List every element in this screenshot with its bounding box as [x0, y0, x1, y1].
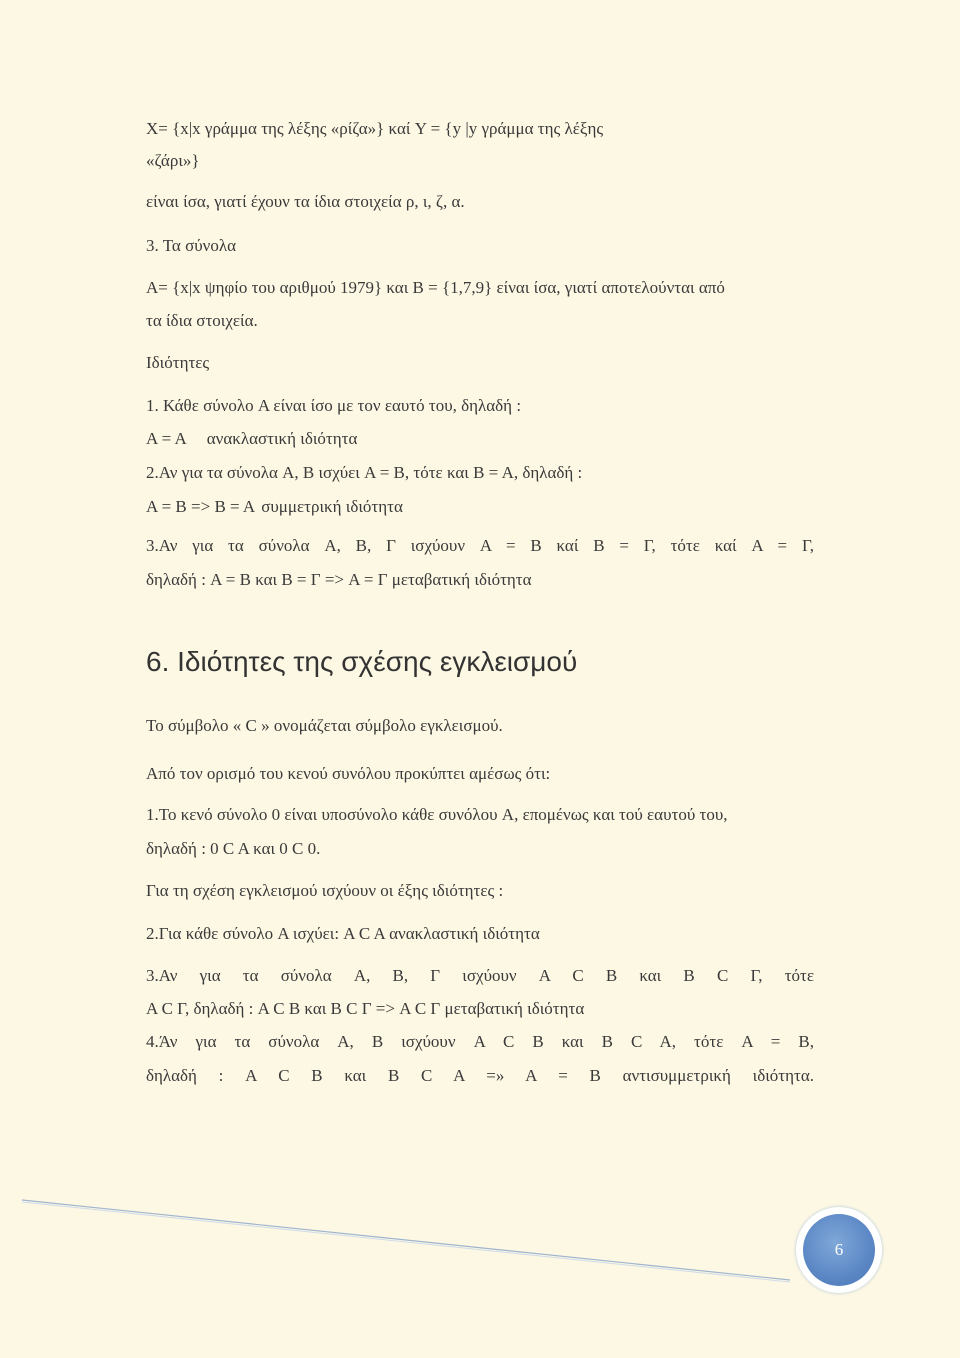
- text-line: Για τη σχέση εγκλεισμού ισχύουν οι έξης ιδιότητες :: [146, 881, 504, 900]
- formula-line: [146, 496, 814, 518]
- page-number: 6: [803, 1214, 875, 1286]
- formula: A = B => B = A: [146, 497, 256, 516]
- text-line: 2.Για κάθε σύνολο A ισχύει: A C A ανακλαστική ιδιότητα: [146, 924, 540, 943]
- text-line: 3.Αν για τα σύνολα A, B, Γ ισχύουν A C B και B C Γ, τότε: [146, 966, 814, 985]
- text-line: A C Γ, δηλαδή : A C B και B C Γ => A C Γ μεταβατική ιδιότητα: [146, 999, 585, 1018]
- text-line: 1.Το κενό σύνολο 0 είναι υποσύνολο κάθε συνόλου A, επομένως και τού εαυτού του,: [146, 805, 728, 824]
- text-line: δηλαδή : A = B και B = Γ => A = Γ μεταβατική ιδιότητα: [146, 570, 532, 589]
- text-line: δηλαδή : 0 C A και 0 C 0.: [146, 839, 321, 858]
- section-label: Ιδιότητες: [146, 353, 210, 372]
- text-line: 4.Άν για τα σύνολα A, B ισχύουν A C B και B C A, τότε A = B,: [146, 1032, 814, 1051]
- text-line: είναι ίσα, γιατί έχουν τα ίδια στοιχεία ρ, ι, ζ, α.: [146, 192, 465, 211]
- text-line: Το σύμβολο « C » ονομάζεται σύμβολο εγκλεισμού.: [146, 716, 503, 735]
- text-line: δηλαδή : A C B και B C A =» A = B αντισυμμετρική ιδιότητα.: [146, 1066, 814, 1085]
- page-number-badge: [796, 1207, 882, 1293]
- property-name: συμμετρική ιδιότητα: [261, 497, 403, 516]
- formula: A = A: [146, 429, 187, 448]
- text-line: 2.Αν για τα σύνολα A, B ισχύει A = B, τότε και B = A, δηλαδή :: [146, 463, 583, 482]
- text-line: X= {x|x γράμμα της λέξης «ρίζα»} καί Y = {y |y γράμμα της λέξης: [146, 119, 604, 138]
- text-line: 3.Αν για τα σύνολα A, B, Γ ισχύουν A = B καί B = Γ, τότε καί A = Γ,: [146, 536, 814, 555]
- section-heading: 6. Ιδιότητες της σχέσης εγκλεισμού: [146, 646, 578, 677]
- text-line: τα ίδια στοιχεία.: [146, 311, 258, 330]
- property-name: ανακλαστική ιδιότητα: [206, 429, 358, 448]
- text-line: Από τον ορισμό του κενού συνόλου προκύπτει αμέσως ότι:: [146, 764, 551, 783]
- formula-line: [146, 428, 814, 450]
- text-line: 3. Τα σύνολα: [146, 236, 236, 255]
- text-line: «ζάρι»}: [146, 151, 200, 170]
- text-line: 1. Κάθε σύνολο A είναι ίσο με τον εαυτό του, δηλαδή :: [146, 396, 522, 415]
- text-line: A= {x|x ψηφίο του αριθμού 1979} και B = {1,7,9} είναι ίσα, γιατί αποτελούνται από: [146, 278, 725, 297]
